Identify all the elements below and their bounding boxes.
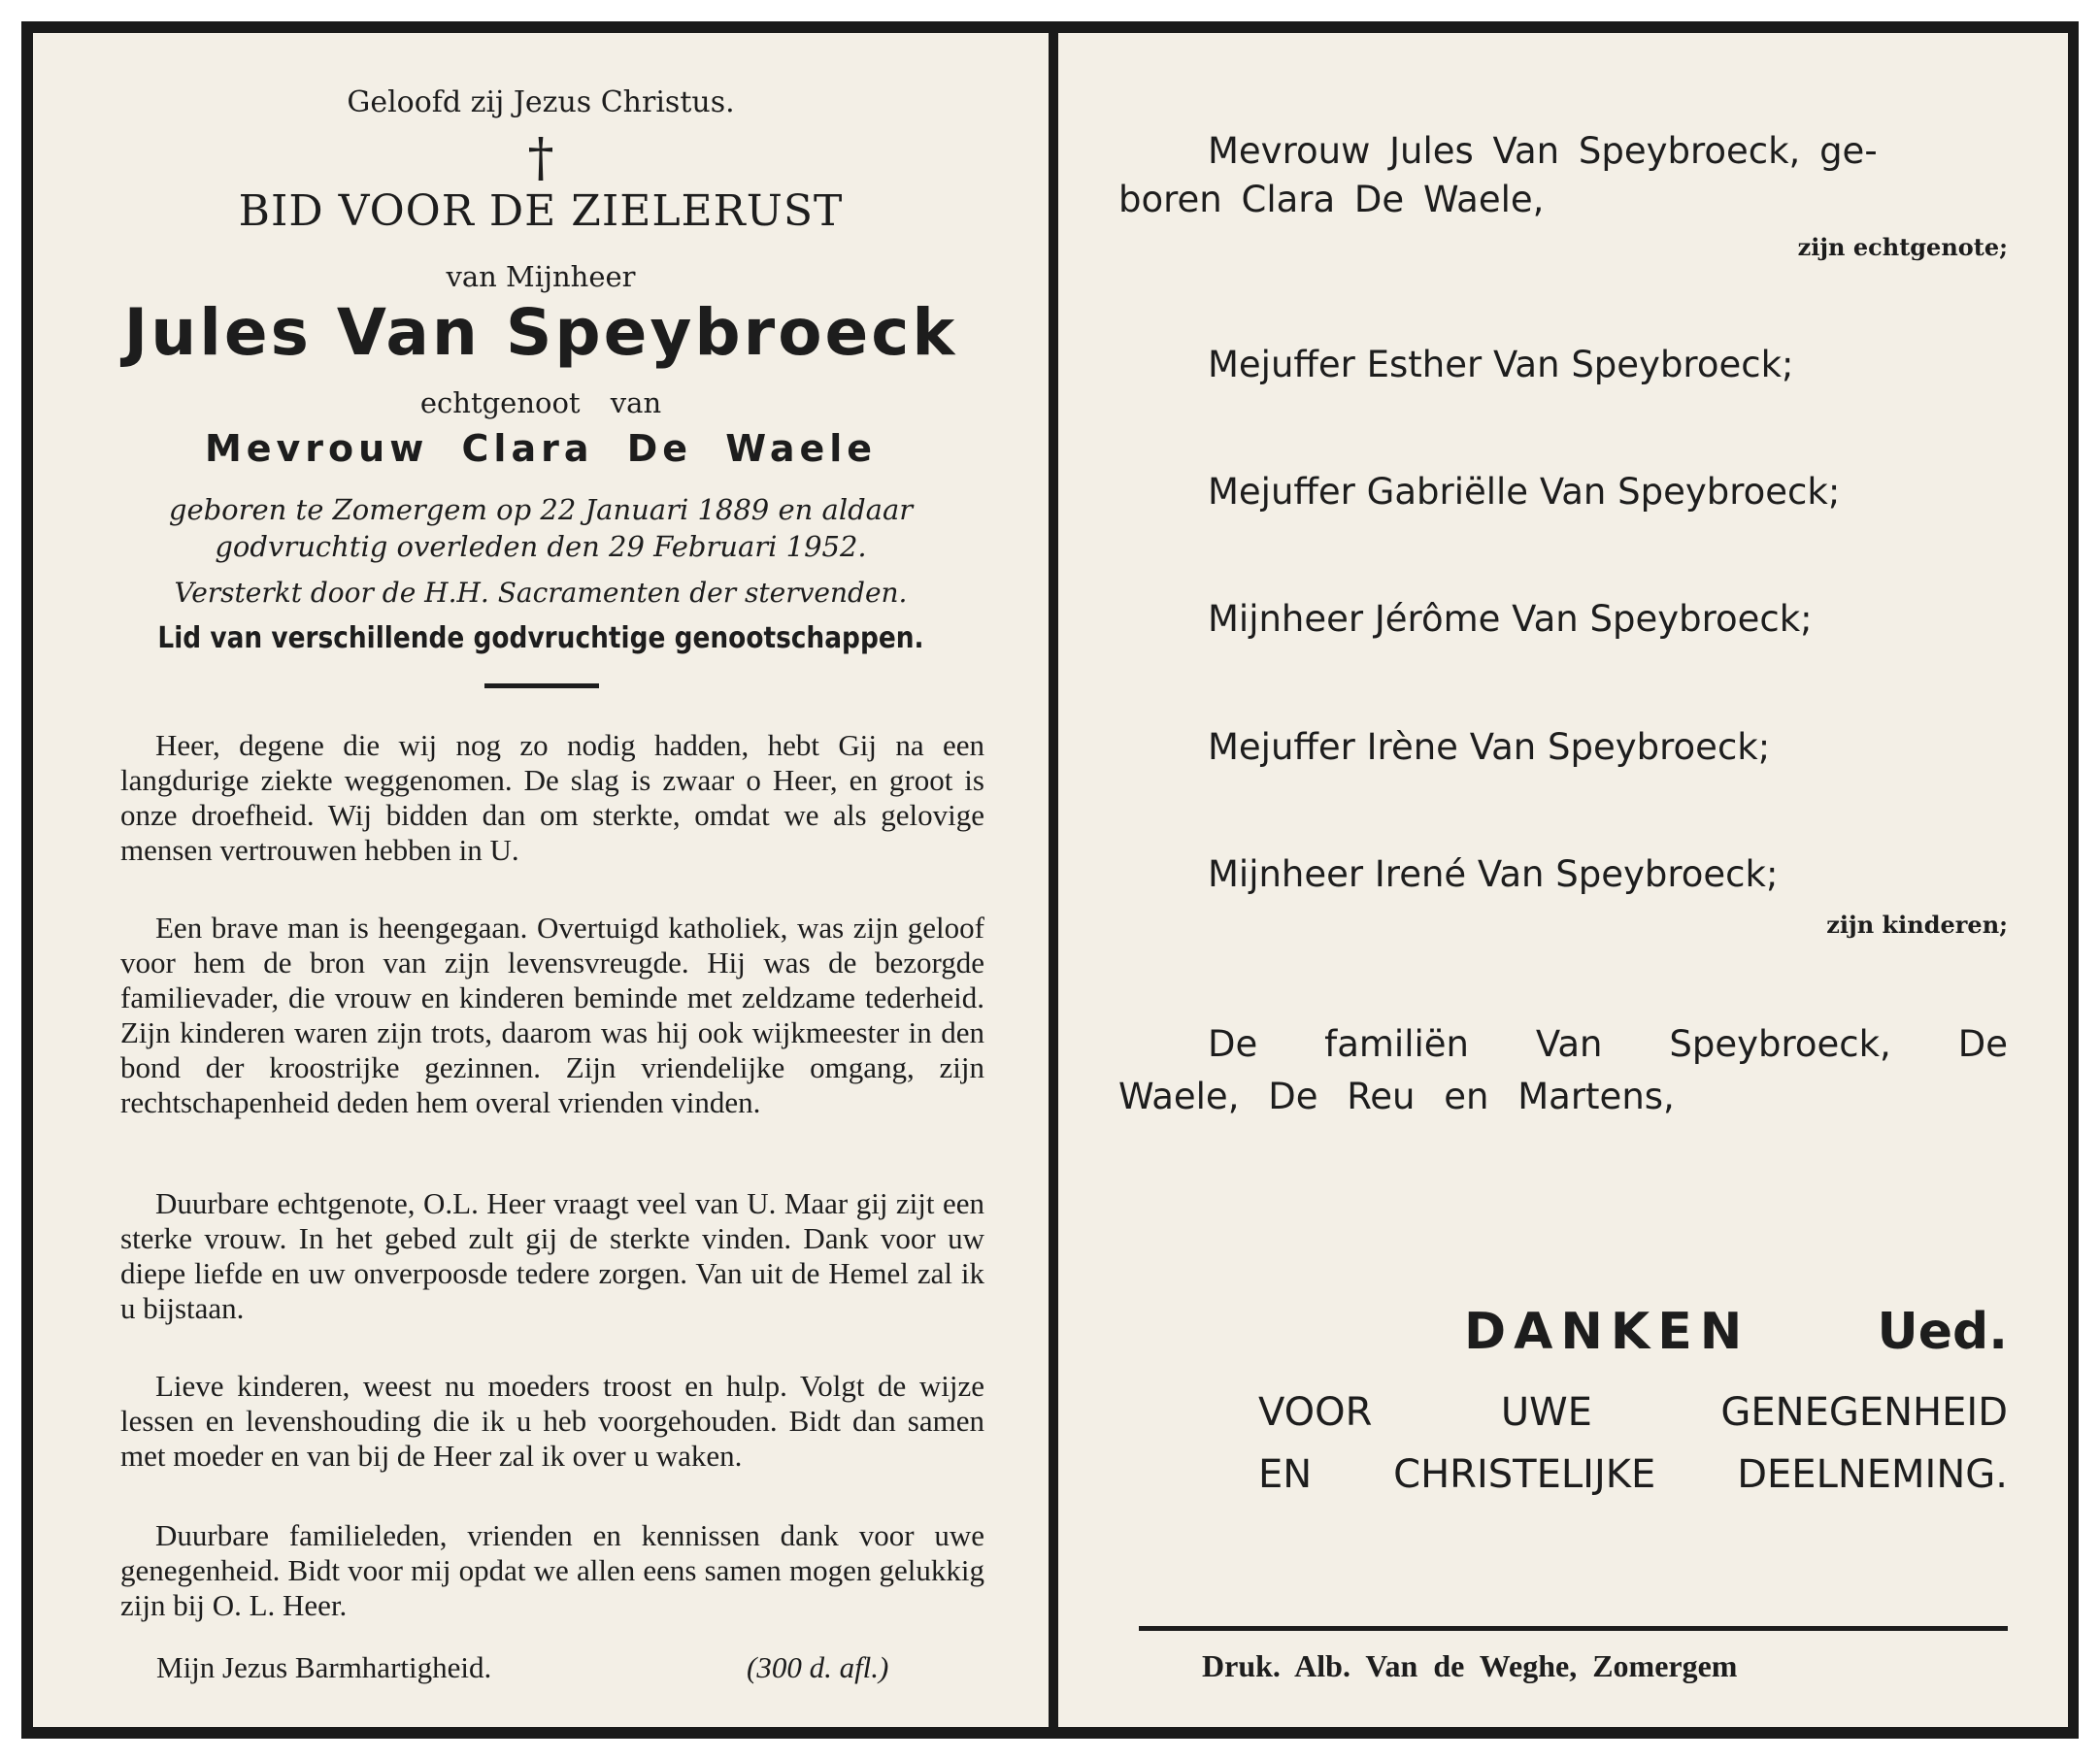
right-page — [1058, 33, 2068, 1727]
closing-prayer: Mijn Jezus Barmhartigheid. — [156, 1650, 492, 1684]
paragraph-2: Een brave man is heengegaan. Overtuigd katholiek, was zijn geloof voor hem de bron van zijn levensvreugde. Hij was de bezorgde familievader, die vrouw en kinderen beminde met zeldzame tederheid. Zijn kinderen waren zijn trots, daarom was hij ook wijkmeester in den bond der kroostrijke gezinnen. Zijn vriendelijke omgang, zijn rechtschapenheid deden hem overal vrienden vinden. — [120, 911, 984, 1119]
printer-line: Druk. Alb. Van de Weghe, Zomergem — [1202, 1648, 1738, 1683]
membership-line: Lid van verschillende godvruchtige genootschappen. — [157, 621, 924, 655]
footer-rule — [1139, 1626, 2008, 1631]
families-line-1: De familiën Van Speybroeck, De — [1208, 1023, 2008, 1065]
paragraph-1: Heer, degene die wij nog zo nodig hadden, hebt Gij na een langdurige ziekte weggenomen. De slag is zwaar o Heer, en groot is onze droefheid. Wij bidden dan om sterkte, omdat we als gelovige mensen vertrouwen hebben in U. — [120, 728, 984, 867]
child-1: Mejuffer Esther Van Speybroeck; — [1208, 344, 1794, 385]
children-role: zijn kinderen; — [1826, 911, 2008, 939]
child-5: Mijnheer Irené Van Speybroeck; — [1208, 853, 1779, 895]
memorial-card — [21, 21, 2079, 1739]
born-line-2: godvruchtig overleden den 29 Februari 1952. — [215, 530, 867, 563]
paragraph-3: Duurbare echtgenote, O.L. Heer vraagt veel van U. Maar gij zijt een sterke vrouw. In het gebed zult gij de sterkte vinden. Dank voor uw diepe liefde en uw onverpoosde tedere zorgen. Van uit de Hemel zal ik u bijstaan. — [120, 1186, 984, 1325]
child-4: Mejuffer Irène Van Speybroeck; — [1208, 726, 1771, 768]
thanks-line-2: EN CHRISTELIJKE DEELNEMING. — [1258, 1452, 2008, 1497]
spouse-name: Mevrouw Clara De Waele — [204, 427, 878, 470]
left-page — [33, 33, 1049, 1727]
cross-icon: † — [527, 127, 554, 188]
deceased-name: Jules Van Speybroeck — [123, 295, 958, 370]
thanks-line-1: VOOR UWE GENEGENHEID — [1258, 1390, 2008, 1435]
praise-line: Geloofd zij Jezus Christus. — [347, 85, 735, 119]
born-line-1: geboren te Zomergem op 22 Januari 1889 en aldaar — [168, 493, 914, 526]
widow-line-1: Mevrouw Jules Van Speybroeck, ge- — [1208, 130, 1878, 172]
indulgence-note: (300 d. afl.) — [747, 1650, 889, 1684]
child-3: Mijnheer Jérôme Van Speybroeck; — [1208, 598, 1813, 640]
widow-line-2: boren Clara De Waele, — [1118, 179, 1545, 220]
of-sir-line: van Mijnheer — [446, 260, 636, 293]
child-2: Mejuffer Gabriëlle Van Speybroeck; — [1208, 471, 1841, 513]
wife-role: zijn echtgenote; — [1797, 233, 2008, 261]
heading: BID VOOR DE ZIELERUST — [238, 186, 844, 236]
thanks-you: Ued. — [1877, 1303, 2008, 1361]
spouse-of-line: echtgenoot van — [419, 386, 662, 419]
thanks-word: DANKEN — [1464, 1303, 1750, 1361]
paragraph-4: Lieve kinderen, weest nu moeders troost en hulp. Volgt de wijze lessen en levenshouding die ik u heb voorgehouden. Bidt dan samen met moeder en van bij de Heer zal ik over u waken. — [120, 1369, 984, 1473]
sacraments-line: Versterkt door de H.H. Sacramenten der stervenden. — [174, 577, 908, 609]
divider — [484, 683, 599, 688]
paragraph-5: Duurbare familieleden, vrienden en kennissen dank voor uwe genegenheid. Bidt voor mij opdat we allen eens samen mogen gelukkig zijn bij O. L. Heer. — [120, 1518, 984, 1622]
families-line-2: Waele, De Reu en Martens, — [1118, 1076, 1675, 1117]
